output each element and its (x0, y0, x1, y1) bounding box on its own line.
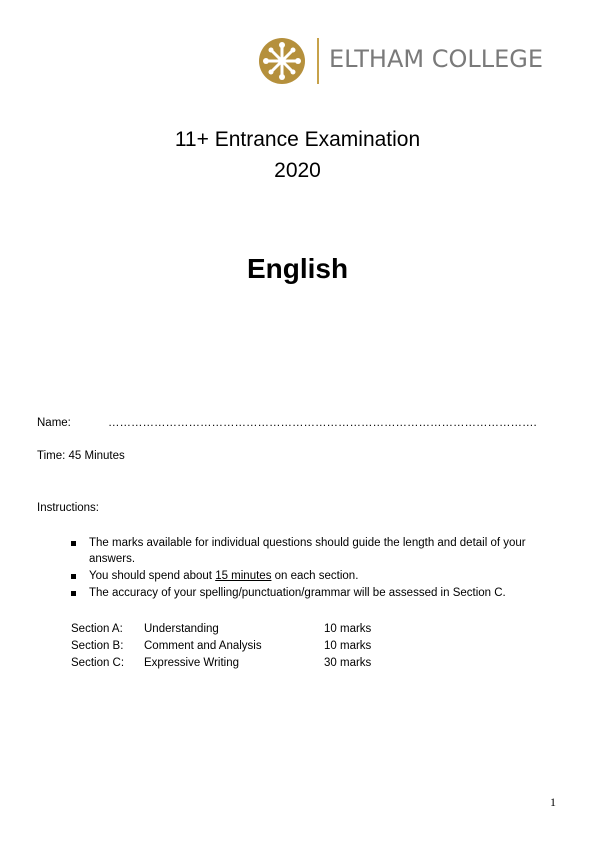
time-allowed: Time: 45 Minutes (37, 450, 125, 462)
snowflake-cross-emblem-icon (258, 37, 306, 85)
instruction-text-3: The accuracy of your spelling/punctuation/grammar will be assessed in Section C. (89, 587, 506, 599)
instructions-list (70, 535, 560, 602)
name-label: Name: (37, 417, 71, 429)
section-id: Section A: (71, 623, 123, 635)
subject-heading: English (246, 253, 349, 284)
list-item (70, 585, 560, 601)
section-row (71, 640, 401, 656)
instructions-heading: Instructions: (37, 502, 99, 514)
section-id: Section C: (71, 657, 125, 669)
instruction-text-2-start: You should spend about (89, 570, 216, 582)
section-name: Expressive Writing (144, 657, 240, 669)
bullet-square-icon (71, 541, 76, 546)
list-item (70, 568, 560, 584)
school-logo (258, 35, 558, 87)
section-id: Section B: (71, 640, 124, 652)
list-item (70, 535, 560, 567)
name-field-dots: …………………………………………………………………………………………………. (108, 417, 537, 429)
bullet-square-icon (71, 591, 76, 596)
section-name: Comment and Analysis (144, 640, 262, 652)
instruction-text-2-end: on each section. (271, 570, 359, 582)
section-row (71, 657, 401, 673)
instruction-text-2-underlined: 15 minutes (215, 570, 272, 582)
exam-year: 2020 (274, 159, 321, 182)
exam-title: 11+ Entrance Examination (174, 128, 421, 151)
logo-divider (317, 38, 319, 84)
instruction-text-1: The marks available for individual questions should guide the length and detail of your answers. (89, 537, 526, 565)
section-marks: 10 marks (324, 640, 372, 652)
section-name: Understanding (144, 623, 219, 635)
section-marks: 10 marks (324, 623, 372, 635)
logo-wordmark: ELTHAM COLLEGE (329, 45, 544, 73)
bullet-square-icon (71, 574, 76, 579)
section-row (71, 623, 401, 639)
page-number: 1 (550, 795, 556, 809)
section-marks: 30 marks (324, 657, 372, 669)
